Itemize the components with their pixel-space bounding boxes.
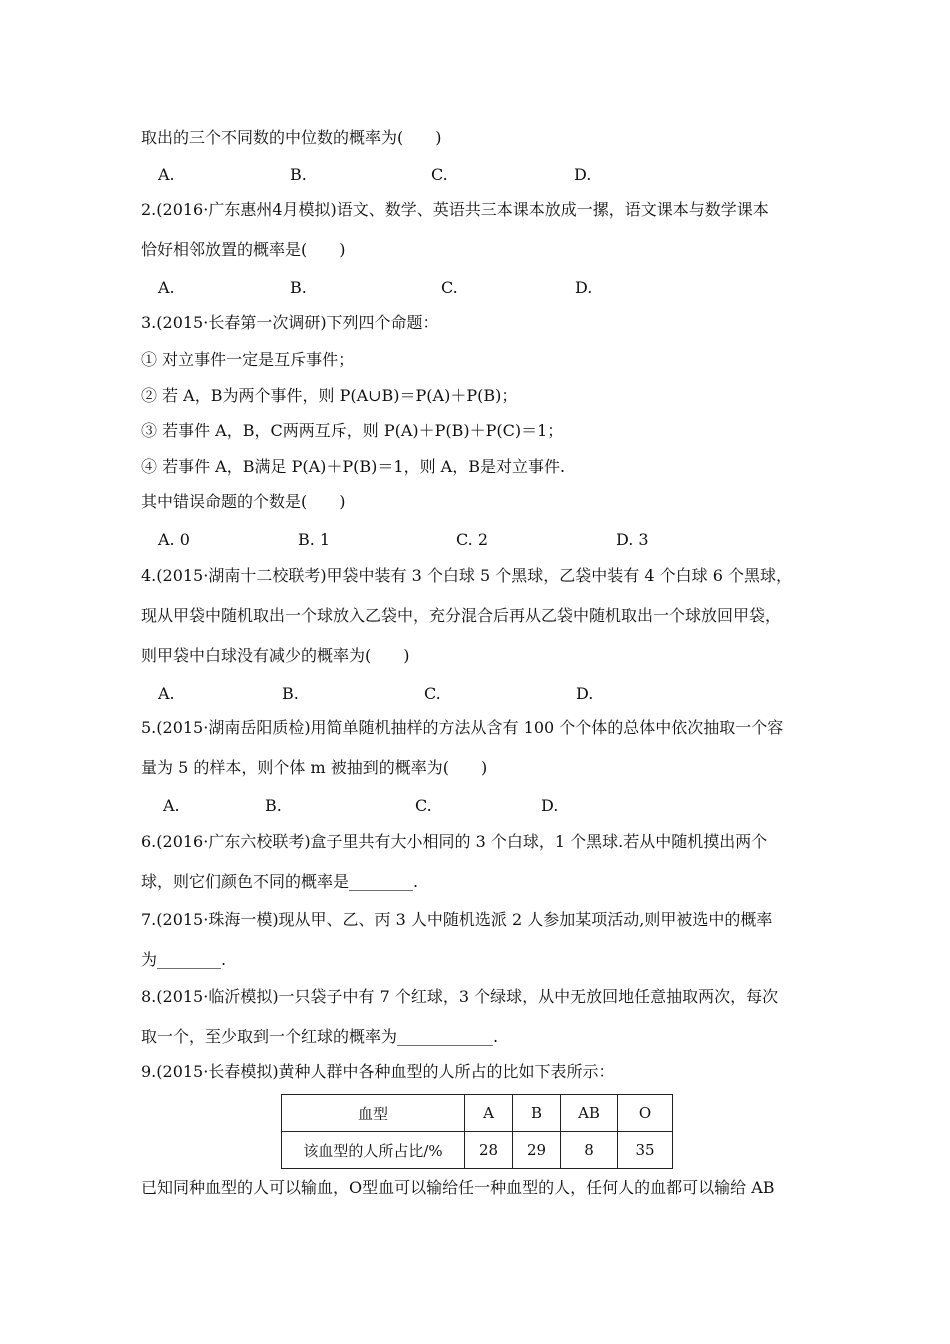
option-c: C. xyxy=(424,684,441,703)
option-a: A. xyxy=(158,165,175,184)
table-row-header xyxy=(282,1095,673,1132)
option-c: C. xyxy=(415,796,432,815)
option-d: D. 3 xyxy=(616,530,649,549)
question-2-line-1: 2.(2016·广东惠州4月模拟)语文、数学、英语共三本课本放成一摞，语文课本与数学课本 xyxy=(141,200,769,219)
question-3-item-1: ① 对立事件一定是互斥事件； xyxy=(141,350,355,369)
table-cell: 29 xyxy=(513,1132,561,1169)
option-c: C. 2 xyxy=(456,530,489,549)
option-a: A. xyxy=(158,684,175,703)
question-8-line-2: 取一个，至少取到一个红球的概率为____________. xyxy=(141,1027,499,1046)
option-b: B. xyxy=(290,278,307,297)
question-4-line-1: 4.(2015·湖南十二校联考)甲袋中装有 3 个白球 5 个黑球，乙袋中装有 4 个白球 6 个黑球， xyxy=(141,566,792,585)
option-b: B. xyxy=(282,684,299,703)
table-cell: 8 xyxy=(561,1132,618,1169)
table-cell: AB xyxy=(561,1095,618,1132)
option-d: D. xyxy=(574,165,592,184)
blood-type-table xyxy=(281,1094,673,1169)
question-6-line-1: 6.(2016·广东六校联考)盒子里共有大小相同的 3 个白球，1 个黑球.若从中随机摸出两个 xyxy=(141,832,768,851)
table-cell: 28 xyxy=(465,1132,513,1169)
question-6-line-2: 球，则它们颜色不同的概率是________. xyxy=(141,872,419,891)
table-row-data xyxy=(282,1132,673,1169)
option-b: B. xyxy=(290,165,307,184)
table-cell: B xyxy=(513,1095,561,1132)
question-7-line-2: 为________. xyxy=(141,950,227,969)
question-7-line-1: 7.(2015·珠海一模)现从甲、乙、丙 3 人中随机选派 2 人参加某项活动,则甲被选中的概率 xyxy=(141,910,773,929)
question-3-line-1: 3.(2015·长春第一次调研)下列四个命题： xyxy=(141,313,439,332)
question-3-item-2: ② 若 A，B为两个事件，则 P(A∪B)＝P(A)＋P(B)； xyxy=(141,386,518,405)
question-3-item-4: ④ 若事件 A，B满足 P(A)＋P(B)＝1，则 A，B是对立事件. xyxy=(141,457,566,476)
option-a: A. xyxy=(163,796,180,815)
table-cell: 35 xyxy=(618,1132,673,1169)
option-c: C. xyxy=(441,278,458,297)
question-4-line-3: 则甲袋中白球没有减少的概率为( ) xyxy=(141,646,410,665)
question-4-line-2: 现从甲袋中随机取出一个球放入乙袋中，充分混合后再从乙袋中随机取出一个球放回甲袋， xyxy=(141,606,782,625)
question-3-prompt: 其中错误命题的个数是( ) xyxy=(141,492,346,511)
table-cell: 该血型的人所占比/% xyxy=(282,1132,465,1169)
table-cell: 血型 xyxy=(282,1095,465,1132)
option-b: B. 1 xyxy=(298,530,331,549)
question-8-line-1: 8.(2015·临沂模拟)一只袋子中有 7 个红球，3 个绿球，从中无放回地任意抽取两次，每次 xyxy=(141,987,779,1006)
option-d: D. xyxy=(576,684,594,703)
question-9-line-1: 9.(2015·长春模拟)黄种人群中各种血型的人所占的比如下表所示： xyxy=(141,1062,615,1081)
option-d: D. xyxy=(541,796,559,815)
option-d: D. xyxy=(575,278,593,297)
question-9-line-2: 已知同种血型的人可以输血，O型血可以输给任一种血型的人，任何人的血都可以输给 AB xyxy=(141,1178,775,1197)
table-cell: A xyxy=(465,1095,513,1132)
option-a: A. xyxy=(158,278,175,297)
option-c: C. xyxy=(431,165,448,184)
question-2-line-2: 恰好相邻放置的概率是( ) xyxy=(141,240,346,259)
question-5-line-1: 5.(2015·湖南岳阳质检)用简单随机抽样的方法从含有 100 个个体的总体中依次抽取一个容 xyxy=(141,718,784,737)
option-b: B. xyxy=(265,796,282,815)
table-cell: O xyxy=(618,1095,673,1132)
option-a: A. 0 xyxy=(158,530,190,549)
question-3-item-3: ③ 若事件 A，B，C两两互斥，则 P(A)＋P(B)＋P(C)＝1； xyxy=(141,421,564,440)
question-5-line-2: 量为 5 的样本，则个体 m 被抽到的概率为( ) xyxy=(141,758,488,777)
question-1-tail: 取出的三个不同数的中位数的概率为( ) xyxy=(141,128,442,147)
